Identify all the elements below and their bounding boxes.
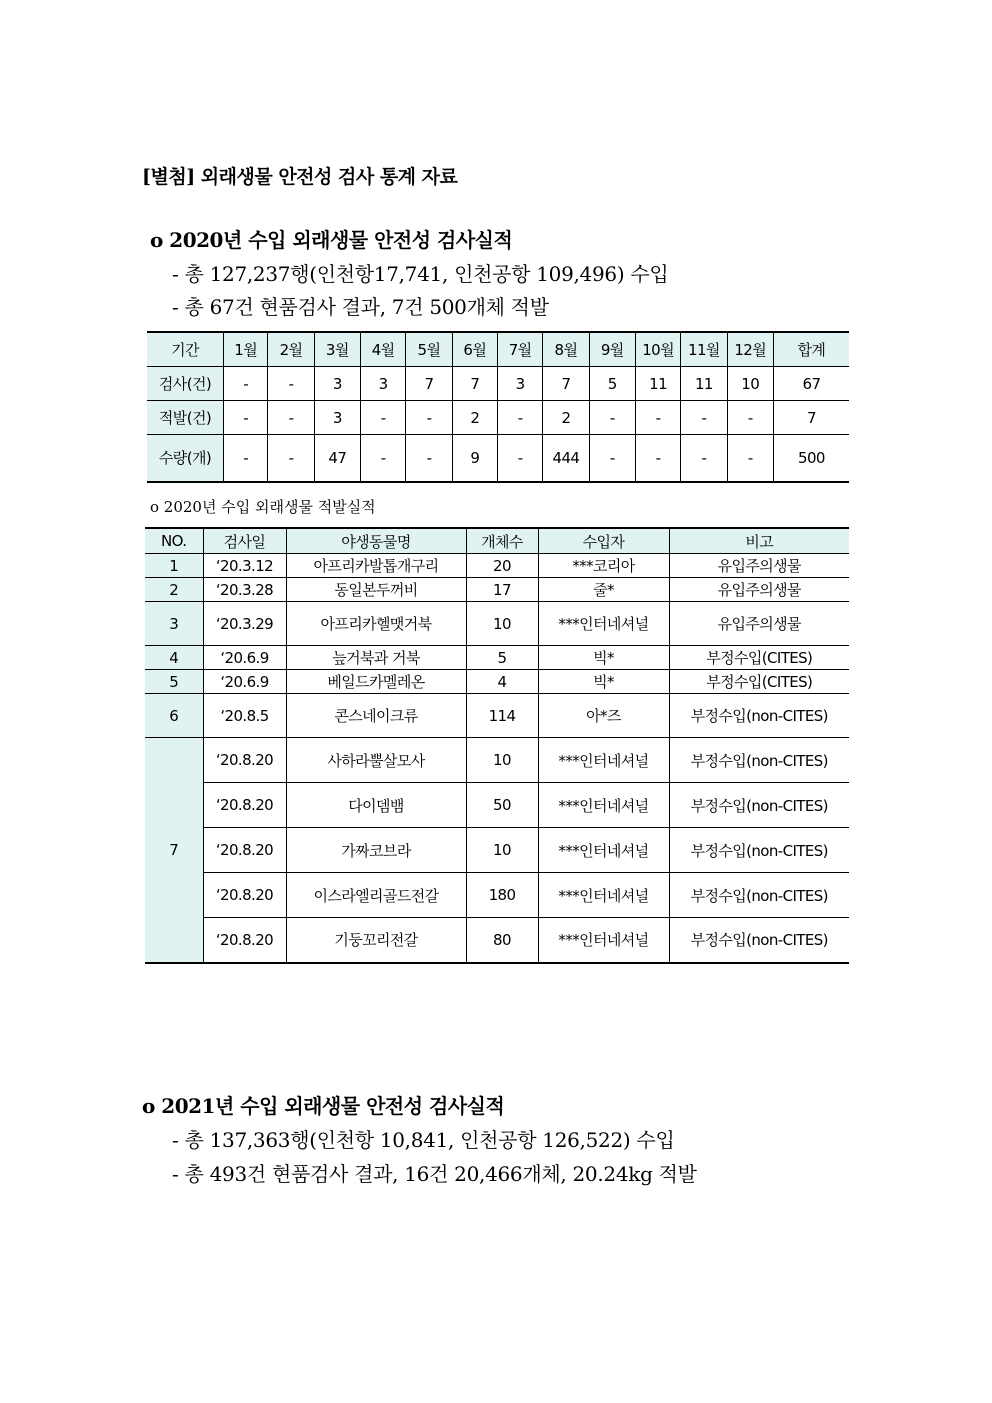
specimen-count: 10 xyxy=(466,602,538,646)
table-cell: 5 xyxy=(589,367,635,401)
table-cell: - xyxy=(497,435,542,482)
row-number: 6 xyxy=(145,694,203,738)
importer: ***인터네셔널 xyxy=(538,918,669,963)
header-cell: 4월 xyxy=(361,332,406,367)
specimen-count: 5 xyxy=(466,646,538,670)
species-name: 사하라뿔살모사 xyxy=(286,738,466,783)
table-cell: 7 xyxy=(406,367,452,401)
table-cell: - xyxy=(635,435,680,482)
table-cell: 2 xyxy=(452,401,497,435)
header-cell: 1월 xyxy=(224,332,268,367)
table-cell: - xyxy=(727,435,773,482)
table-cell: 9 xyxy=(452,435,497,482)
importer: ***인터네셔널 xyxy=(538,828,669,873)
table-cell: - xyxy=(268,401,314,435)
table-cell: 3 xyxy=(361,367,406,401)
importer: 빅* xyxy=(538,646,669,670)
row-number: 2 xyxy=(145,578,203,602)
inspection-date: ‘20.8.20 xyxy=(203,918,286,963)
species-name: 아프리카헬맷거북 xyxy=(286,602,466,646)
importer: ***인터네셔널 xyxy=(538,783,669,828)
table-cell: - xyxy=(727,401,773,435)
row-number: 3 xyxy=(145,602,203,646)
monthly-inspection-table xyxy=(147,331,849,483)
table-cell: - xyxy=(406,435,452,482)
table-cell: - xyxy=(224,367,268,401)
detection-header-row xyxy=(145,528,849,554)
table-cell: - xyxy=(224,435,268,482)
importer: 줄* xyxy=(538,578,669,602)
table-row xyxy=(145,670,849,694)
detections-row xyxy=(147,401,849,435)
inspection-date: ‘20.8.20 xyxy=(203,783,286,828)
header-cell: 5월 xyxy=(406,332,452,367)
importer: ***인터네셔널 xyxy=(538,602,669,646)
section-2021-import-total: - 총 137,363행(인천항 10,841, 인천공항 126,522) 수입 xyxy=(172,1128,675,1152)
inspection-date: ‘20.8.20 xyxy=(203,738,286,783)
table-cell: - xyxy=(268,435,314,482)
table-cell: 500 xyxy=(773,435,849,482)
table-cell: - xyxy=(268,367,314,401)
table-row xyxy=(145,578,849,602)
header-cell: 9월 xyxy=(589,332,635,367)
note: 부정수입(non-CITES) xyxy=(669,738,849,783)
species-name: 콘스네이크류 xyxy=(286,694,466,738)
inspection-date: ‘20.8.5 xyxy=(203,694,286,738)
section-2021-heading: o 2021년 수입 외래생물 안전성 검사실적 xyxy=(142,1094,505,1118)
importer: ***인터네셔널 xyxy=(538,873,669,918)
attachment-title: [별첨] 외래생물 안전성 검사 통계 자료 xyxy=(142,166,458,188)
inspection-date: ‘20.8.20 xyxy=(203,873,286,918)
header-cell: 수입자 xyxy=(538,528,669,554)
species-name: 늪거북과 거북 xyxy=(286,646,466,670)
species-name: 아프리카발톱개구리 xyxy=(286,554,466,578)
row-number: 7 xyxy=(145,738,203,963)
table-cell: 47 xyxy=(314,435,360,482)
table-cell: - xyxy=(361,401,406,435)
table-cell: 7 xyxy=(543,367,589,401)
detection-table xyxy=(145,527,849,964)
note: 부정수입(non-CITES) xyxy=(669,828,849,873)
note: 부정수입(non-CITES) xyxy=(669,694,849,738)
row-number: 5 xyxy=(145,670,203,694)
specimen-count: 114 xyxy=(466,694,538,738)
header-cell: 10월 xyxy=(635,332,680,367)
row-label: 적발(건) xyxy=(147,401,224,435)
specimen-count: 180 xyxy=(466,873,538,918)
header-cell: 11월 xyxy=(681,332,727,367)
specimen-count: 10 xyxy=(466,828,538,873)
header-cell: 합계 xyxy=(773,332,849,367)
section-2020-heading: o 2020년 수입 외래생물 안전성 검사실적 xyxy=(150,228,513,252)
specimen-count: 50 xyxy=(466,783,538,828)
note: 부정수입(non-CITES) xyxy=(669,873,849,918)
species-name: 기둥꼬리전갈 xyxy=(286,918,466,963)
table-row xyxy=(145,554,849,578)
table-cell: - xyxy=(406,401,452,435)
inspections-row xyxy=(147,367,849,401)
specimen-count: 80 xyxy=(466,918,538,963)
table-row xyxy=(145,918,849,963)
table-cell: - xyxy=(635,401,680,435)
note: 부정수입(CITES) xyxy=(669,670,849,694)
species-name: 동일본두꺼비 xyxy=(286,578,466,602)
section-2020-import-total: - 총 127,237행(인천항17,741, 인천공항 109,496) 수입 xyxy=(172,262,669,286)
row-number: 4 xyxy=(145,646,203,670)
section-2020-inspection-result: - 총 67건 현품검사 결과, 7건 500개체 적발 xyxy=(172,295,549,319)
species-name: 이스라엘리골드전갈 xyxy=(286,873,466,918)
quantity-row xyxy=(147,435,849,482)
row-label: 검사(건) xyxy=(147,367,224,401)
table-cell: - xyxy=(224,401,268,435)
note: 부정수입(non-CITES) xyxy=(669,918,849,963)
note: 부정수입(non-CITES) xyxy=(669,783,849,828)
inspection-date: ‘20.6.9 xyxy=(203,670,286,694)
inspection-date: ‘20.3.29 xyxy=(203,602,286,646)
specimen-count: 17 xyxy=(466,578,538,602)
table-cell: - xyxy=(497,401,542,435)
table-cell: 67 xyxy=(773,367,849,401)
specimen-count: 4 xyxy=(466,670,538,694)
header-cell: 7월 xyxy=(497,332,542,367)
table-cell: - xyxy=(589,435,635,482)
header-cell: 비고 xyxy=(669,528,849,554)
note: 유입주의생물 xyxy=(669,602,849,646)
species-name: 베일드카멜레온 xyxy=(286,670,466,694)
inspection-date: ‘20.3.12 xyxy=(203,554,286,578)
header-cell: NO. xyxy=(145,528,203,554)
specimen-count: 20 xyxy=(466,554,538,578)
table-cell: 11 xyxy=(681,367,727,401)
inspection-date: ‘20.6.9 xyxy=(203,646,286,670)
table-cell: 444 xyxy=(543,435,589,482)
table-cell: 7 xyxy=(773,401,849,435)
note: 유입주의생물 xyxy=(669,554,849,578)
importer: 아*즈 xyxy=(538,694,669,738)
table-cell: 3 xyxy=(314,401,360,435)
table-row xyxy=(145,873,849,918)
table-cell: - xyxy=(361,435,406,482)
species-name: 다이뎀뱀 xyxy=(286,783,466,828)
header-cell: 8월 xyxy=(543,332,589,367)
detection-subheading: o 2020년 수입 외래생물 적발실적 xyxy=(150,498,376,516)
note: 부정수입(CITES) xyxy=(669,646,849,670)
header-cell: 12월 xyxy=(727,332,773,367)
table-row xyxy=(145,828,849,873)
table-cell: 3 xyxy=(314,367,360,401)
section-2021-inspection-result: - 총 493건 현품검사 결과, 16건 20,466개체, 20.24kg 적발 xyxy=(172,1162,697,1186)
table-cell: - xyxy=(681,401,727,435)
row-number: 1 xyxy=(145,554,203,578)
header-cell: 3월 xyxy=(314,332,360,367)
table-row xyxy=(145,646,849,670)
inspection-date: ‘20.8.20 xyxy=(203,828,286,873)
table-row xyxy=(145,783,849,828)
table-cell: 7 xyxy=(452,367,497,401)
table-cell: 2 xyxy=(543,401,589,435)
monthly-header-row xyxy=(147,332,849,367)
header-cell: 6월 xyxy=(452,332,497,367)
row-label: 수량(개) xyxy=(147,435,224,482)
table-cell: 3 xyxy=(497,367,542,401)
header-cell: 2월 xyxy=(268,332,314,367)
table-cell: 11 xyxy=(635,367,680,401)
table-cell: 10 xyxy=(727,367,773,401)
header-cell: 개체수 xyxy=(466,528,538,554)
table-row xyxy=(145,738,849,783)
table-cell: - xyxy=(681,435,727,482)
importer: ***인터네셔널 xyxy=(538,738,669,783)
importer: ***코리아 xyxy=(538,554,669,578)
importer: 빅* xyxy=(538,670,669,694)
specimen-count: 10 xyxy=(466,738,538,783)
header-cell: 기간 xyxy=(147,332,224,367)
table-row xyxy=(145,694,849,738)
header-cell: 야생동물명 xyxy=(286,528,466,554)
table-cell: - xyxy=(589,401,635,435)
header-cell: 검사일 xyxy=(203,528,286,554)
table-row xyxy=(145,602,849,646)
species-name: 가짜코브라 xyxy=(286,828,466,873)
inspection-date: ‘20.3.28 xyxy=(203,578,286,602)
note: 유입주의생물 xyxy=(669,578,849,602)
